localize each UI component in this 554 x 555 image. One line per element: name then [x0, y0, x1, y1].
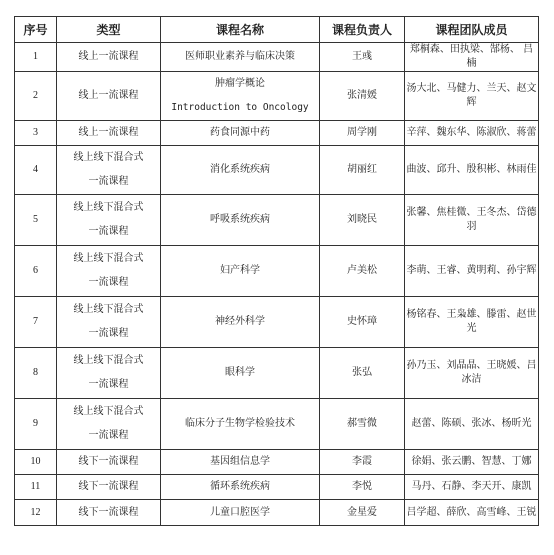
cell-type-line: 一流课程: [88, 328, 129, 339]
cell-type-line: 一流课程: [88, 277, 129, 288]
cell-type-line: 线上线下混合式: [73, 152, 144, 163]
cell-no: 8: [15, 348, 57, 399]
cell-lead: 郝雪微: [320, 399, 405, 450]
cell-type-line: 线上线下混合式: [73, 202, 144, 213]
cell-lead: 王彧: [320, 43, 405, 72]
cell-lead: 金星爱: [320, 500, 405, 526]
cell-lead: 李悦: [320, 475, 405, 500]
cell-type-line: 一流课程: [88, 430, 129, 441]
cell-team: 辛萍、魏东华、陈淑欣、蒋蕾: [405, 121, 539, 146]
cell-course-line: 临床分子生物学检验技术: [185, 418, 295, 429]
header-lead: 课程负责人: [320, 17, 405, 43]
cell-course-line: 循环系统疾病: [210, 481, 270, 492]
cell-type-line: 线上一流课程: [78, 90, 139, 101]
cell-no: 9: [15, 399, 57, 450]
cell-course-line: 呼吸系统疾病: [210, 214, 270, 225]
cell-course-line: 消化系统疾病: [210, 164, 270, 175]
cell-no: 6: [15, 246, 57, 297]
cell-no: 10: [15, 450, 57, 475]
cell-no: 5: [15, 195, 57, 246]
header-type: 类型: [57, 17, 161, 43]
cell-no: 2: [15, 72, 57, 121]
cell-type-line: 线下一流课程: [78, 456, 139, 467]
cell-no: 4: [15, 146, 57, 195]
cell-no: 1: [15, 43, 57, 72]
cell-no: 12: [15, 500, 57, 526]
cell-type-line: 线下一流课程: [78, 506, 139, 518]
cell-team: 张馨、焦桂微、王冬杰、岱德羽: [405, 195, 539, 246]
cell-course: [161, 246, 320, 297]
cell-lead: 张清媛: [320, 72, 405, 121]
cell-lead: 胡丽红: [320, 146, 405, 195]
cell-course-line: 肿瘤学概论: [215, 78, 265, 89]
cell-course: [161, 146, 320, 195]
cell-type: [57, 348, 161, 399]
cell-course: [161, 121, 320, 146]
cell-no: 11: [15, 475, 57, 500]
cell-team: 汤大北、马健力、兰天、赵文辉: [405, 72, 539, 121]
table-row: [15, 450, 539, 475]
cell-lead: 周学刚: [320, 121, 405, 146]
cell-type-line: 一流课程: [88, 379, 129, 390]
cell-type-line: 线下一流课程: [78, 481, 139, 492]
cell-course: [161, 500, 320, 526]
course-table: [14, 16, 539, 526]
header-row: [15, 17, 539, 43]
table-body: [15, 43, 539, 526]
cell-course-line: 医师职业素养与临床决策: [185, 51, 295, 62]
table-row: [15, 146, 539, 195]
cell-team: 郑桐森、田执梁、郜杨、 吕楠: [405, 43, 539, 72]
header-course: 课程名称: [161, 17, 320, 43]
table-row: [15, 399, 539, 450]
cell-type-line: 一流课程: [88, 176, 129, 187]
cell-type: [57, 297, 161, 348]
table-row: [15, 348, 539, 399]
cell-team: 吕学超、薛欣、高雪峰、王锐: [405, 500, 539, 526]
cell-course-line: 眼科学: [225, 367, 255, 378]
cell-type: [57, 475, 161, 500]
cell-type-line: 线上线下混合式: [73, 304, 144, 315]
cell-course-line: 基因组信息学: [210, 456, 270, 467]
table-row: [15, 500, 539, 526]
cell-course-line: 妇产科学: [220, 265, 260, 276]
cell-course-line: 神经外科学: [215, 316, 265, 327]
cell-lead: 张弘: [320, 348, 405, 399]
header-team: 课程团队成员: [405, 17, 539, 43]
cell-course-line: 药食同源中药: [210, 127, 270, 138]
table-row: [15, 297, 539, 348]
cell-team: 孙乃玉、刘晶晶、王晓媛、吕冰洁: [405, 348, 539, 399]
cell-team: 曲波、邱升、殷积彬、林雨佳: [405, 146, 539, 195]
cell-team: 赵蕾、陈硕、张冰、杨昕光: [405, 399, 539, 450]
cell-lead: 卢美松: [320, 246, 405, 297]
table-row: [15, 475, 539, 500]
cell-course: [161, 72, 320, 121]
cell-type-line: 线上一流课程: [78, 127, 139, 138]
cell-course-line: Introduction to Oncology: [171, 102, 309, 113]
course-table-container: [14, 16, 538, 526]
cell-type: [57, 72, 161, 121]
cell-type: [57, 43, 161, 72]
cell-type-line: 一流课程: [88, 226, 129, 237]
cell-course: [161, 195, 320, 246]
cell-no: 3: [15, 121, 57, 146]
cell-team: 徐娟、张云鹏、智慧、丁娜: [405, 450, 539, 475]
cell-course: [161, 43, 320, 72]
cell-type: [57, 246, 161, 297]
cell-type: [57, 500, 161, 526]
cell-course: [161, 348, 320, 399]
table-row: [15, 195, 539, 246]
cell-team: 马丹、石静、李天开、康凯: [405, 475, 539, 500]
table-row: [15, 246, 539, 297]
cell-type: [57, 195, 161, 246]
cell-type: [57, 146, 161, 195]
table-row: [15, 43, 539, 72]
cell-lead: 史怀璋: [320, 297, 405, 348]
table-row: [15, 121, 539, 146]
cell-team: 杨铭春、王枭雄、滕雷、赵世光: [405, 297, 539, 348]
cell-course: [161, 399, 320, 450]
cell-no: 7: [15, 297, 57, 348]
table-row: [15, 72, 539, 121]
cell-lead: 李霞: [320, 450, 405, 475]
cell-type: [57, 450, 161, 475]
cell-type-line: 线上线下混合式: [73, 406, 144, 417]
cell-type-line: 线上线下混合式: [73, 253, 144, 264]
cell-type: [57, 399, 161, 450]
cell-course-line: 儿童口腔医学: [210, 506, 270, 518]
cell-lead: 刘晓民: [320, 195, 405, 246]
cell-course: [161, 297, 320, 348]
cell-type-line: 线上线下混合式: [73, 355, 144, 366]
cell-type: [57, 121, 161, 146]
cell-course: [161, 475, 320, 500]
header-no: 序号: [15, 17, 57, 43]
cell-team: 李萌、王睿、黄明莉、孙宇辉: [405, 246, 539, 297]
cell-type-line: 线上一流课程: [78, 51, 139, 62]
cell-course: [161, 450, 320, 475]
